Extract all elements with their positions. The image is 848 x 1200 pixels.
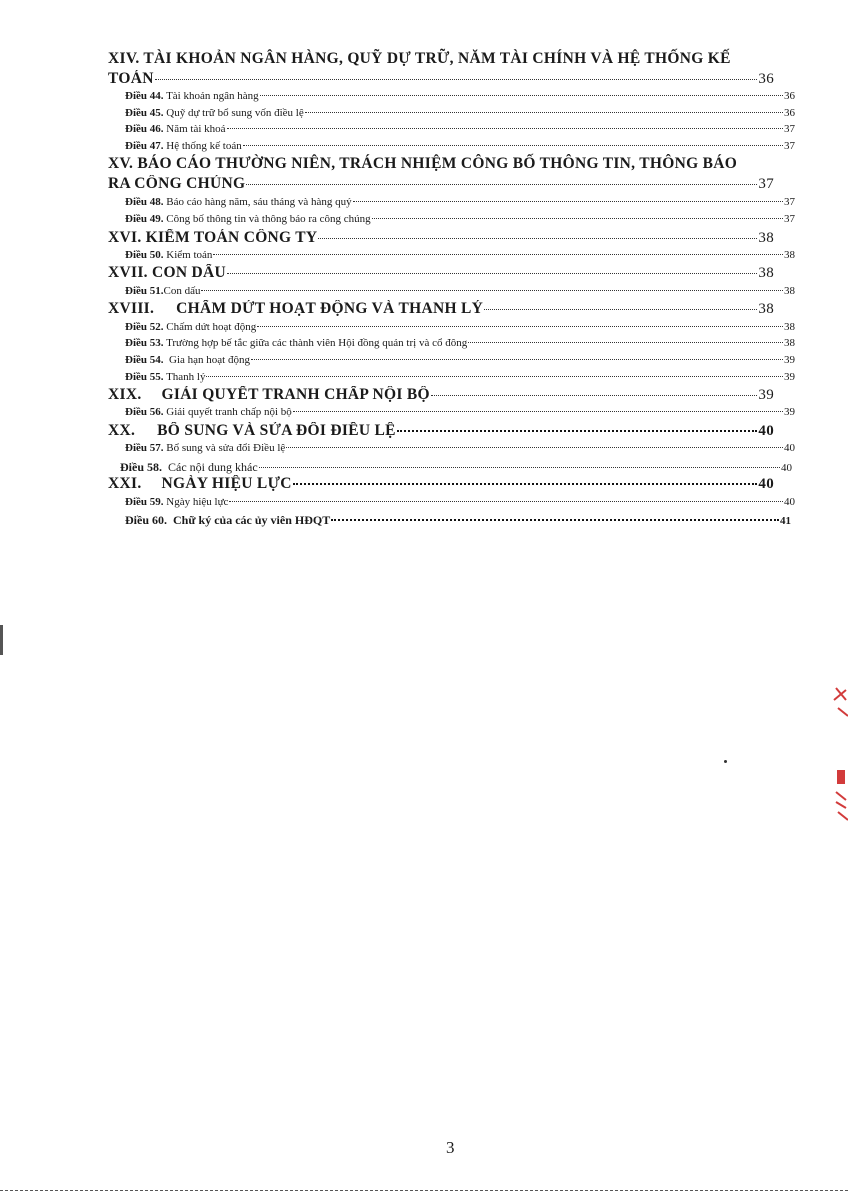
- leader-dots: [372, 218, 783, 219]
- scan-speck: [724, 760, 727, 763]
- section-number: XXI.: [108, 475, 142, 492]
- toc-entry-article-48[interactable]: [125, 196, 795, 208]
- leader-dots: [305, 112, 783, 113]
- leader-dots: [286, 447, 783, 448]
- leader-dots: [260, 95, 783, 96]
- article-title: Tài khoản ngân hàng: [166, 90, 259, 102]
- page-ref: 41: [780, 515, 791, 527]
- article-title: Ngày hiệu lực: [166, 496, 229, 508]
- article-number: Điều 60.: [125, 513, 167, 527]
- article-number: Điều 59.: [125, 496, 164, 508]
- stamp-marks: [834, 688, 848, 820]
- section-title: CHẤM DỨT HOẠT ĐỘNG VÀ THANH LÝ: [176, 300, 484, 317]
- toc-entry-article-52[interactable]: [125, 321, 795, 333]
- leader-dots: [251, 359, 783, 360]
- toc-entry-section-21[interactable]: [108, 475, 774, 493]
- section-14-heading-line2[interactable]: [108, 70, 774, 88]
- scan-bottom-edge: [0, 1190, 848, 1191]
- page-ref: 36: [758, 71, 774, 87]
- article-number: Điều 46.: [125, 123, 164, 135]
- leader-dots: [331, 519, 779, 521]
- section-title: GIẢI QUYẾT TRANH CHẤP NỘI BỘ: [161, 386, 430, 403]
- article-title: Quỹ dự trữ bổ sung vốn điều lệ: [166, 107, 304, 119]
- leader-dots: [229, 501, 783, 502]
- page-ref: 39: [784, 371, 795, 383]
- toc-entry-article-56[interactable]: [125, 406, 795, 418]
- leader-dots: [246, 184, 757, 185]
- page-ref: 40: [758, 476, 774, 492]
- page-ref: 39: [784, 354, 795, 366]
- page-ref: 37: [784, 123, 795, 135]
- toc-entry-article-57[interactable]: [125, 442, 795, 454]
- toc-entry-section-16[interactable]: [108, 229, 774, 247]
- article-number: Điều 44.: [125, 90, 164, 102]
- leader-dots: [227, 273, 757, 274]
- article-title: Năm tài khoá: [166, 123, 226, 135]
- section-number: XIX.: [108, 386, 142, 403]
- article-title: Giải quyết tranh chấp nội bộ: [166, 406, 292, 418]
- article-title: Công bố thông tin và thông báo ra công chúng: [166, 213, 371, 225]
- page-ref: 40: [781, 462, 792, 474]
- article-number: Điều 47.: [125, 140, 164, 152]
- toc-entry-article-59[interactable]: [125, 496, 795, 508]
- toc-entry-article-44[interactable]: [125, 90, 795, 102]
- leader-dots: [259, 467, 780, 468]
- article-title: Kiểm toán: [166, 249, 213, 261]
- leader-dots: [353, 201, 783, 202]
- section-15-heading-cont: RA CÔNG CHÚNG: [108, 175, 246, 192]
- article-number: Điều 54.: [125, 354, 164, 366]
- article-number: Điều 58.: [120, 460, 162, 474]
- toc-entry-section-18[interactable]: [108, 300, 774, 318]
- toc-entry-article-55[interactable]: [125, 371, 795, 383]
- section-number: XX.: [108, 422, 136, 439]
- page-ref: 40: [784, 496, 795, 508]
- page-ref: 38: [758, 265, 774, 281]
- toc-entry-article-45[interactable]: [125, 107, 795, 119]
- scan-margin-mark: [0, 625, 3, 655]
- leader-dots: [484, 309, 757, 310]
- page-ref: 40: [784, 442, 795, 454]
- page-ref: 36: [784, 107, 795, 119]
- section-14-heading-line1[interactable]: XIV. TÀI KHOẢN NGÂN HÀNG, QUỸ DỰ TRỮ, NĂM TÀI CHÍNH VÀ HỆ THỐNG KẾ: [108, 50, 731, 67]
- section-number: XVIII.: [108, 300, 155, 317]
- leader-dots: [213, 254, 783, 255]
- page-ref: 36: [784, 90, 795, 102]
- page-number: 3: [446, 1138, 455, 1157]
- toc-entry-article-53[interactable]: [125, 337, 795, 349]
- leader-dots: [257, 326, 783, 327]
- page-ref: 37: [784, 140, 795, 152]
- article-number: Điều 56.: [125, 406, 164, 418]
- section-title: BỔ SUNG VÀ SỬA ĐỔI ĐIỀU LỆ: [157, 422, 396, 439]
- article-title: Các nội dung khác: [168, 460, 258, 474]
- page-ref: 38: [784, 249, 795, 261]
- article-number: Điều 52.: [125, 321, 164, 333]
- article-title: Hệ thống kế toán: [166, 140, 242, 152]
- section-title: NGÀY HIỆU LỰC: [161, 475, 292, 492]
- article-number: Điều 48.: [125, 196, 164, 208]
- section-15-heading-line2[interactable]: [108, 175, 774, 193]
- page-ref: 38: [758, 230, 774, 246]
- section-15-heading-line1[interactable]: XV. BÁO CÁO THƯỜNG NIÊN, TRÁCH NHIỆM CÔNG BỐ THÔNG TIN, THÔNG BÁO: [108, 155, 738, 172]
- toc-entry-article-58[interactable]: [120, 460, 792, 475]
- article-number: Điều 45.: [125, 107, 164, 119]
- leader-dots: [431, 395, 758, 396]
- page-ref: 37: [784, 196, 795, 208]
- page-ref: 39: [784, 406, 795, 418]
- page-ref: 39: [758, 387, 774, 403]
- toc-entry-article-51[interactable]: [125, 285, 795, 297]
- article-number: Điều 55.: [125, 371, 164, 383]
- leader-dots: [397, 430, 758, 432]
- section-title: XVII. CON DẤU: [108, 264, 227, 281]
- article-title: Chấm dứt hoạt động: [166, 321, 257, 333]
- article-number: Điều 49.: [125, 213, 164, 225]
- article-title: Trường hợp bế tắc giữa các thành viên Hội đồng quản trị và cổ đông: [166, 337, 468, 349]
- article-title: Báo cáo hàng năm, sáu tháng và hàng quý: [166, 196, 352, 208]
- toc-entry-article-47[interactable]: [125, 140, 795, 152]
- leader-dots: [155, 79, 758, 80]
- leader-dots: [206, 376, 783, 377]
- section-14-heading-cont: TOÁN: [108, 70, 154, 87]
- section-title: XVI. KIỂM TOÁN CÔNG TY: [108, 229, 318, 246]
- leader-dots: [293, 483, 758, 485]
- article-number: Điều 57.: [125, 442, 164, 454]
- toc-entry-article-54[interactable]: [125, 354, 795, 366]
- leader-dots: [201, 290, 783, 291]
- page-ref: 37: [784, 213, 795, 225]
- leader-dots: [318, 238, 757, 239]
- page-ref: 38: [784, 337, 795, 349]
- toc-entry-section-17[interactable]: [108, 264, 774, 282]
- page-ref: 38: [758, 301, 774, 317]
- toc-entry-section-20[interactable]: [108, 422, 774, 440]
- toc-entry-section-19[interactable]: [108, 386, 774, 404]
- page-ref: 38: [784, 285, 795, 297]
- toc-entry-article-49[interactable]: [125, 213, 795, 225]
- toc-entry-article-50[interactable]: [125, 249, 795, 261]
- article-title: Gia hạn hoạt động: [169, 354, 250, 366]
- toc-entry-article-46[interactable]: [125, 123, 795, 135]
- page-ref: 38: [784, 321, 795, 333]
- article-title: Con dấu: [163, 285, 201, 297]
- article-number: Điều 50.: [125, 249, 164, 261]
- page-ref: 37: [758, 176, 774, 192]
- leader-dots: [243, 145, 783, 146]
- leader-dots: [227, 128, 783, 129]
- leader-dots: [468, 342, 783, 343]
- article-title: Chữ ký của các ủy viên HĐQT: [173, 513, 331, 527]
- article-number: Điều 51.: [125, 285, 164, 297]
- article-number: Điều 53.: [125, 337, 164, 349]
- leader-dots: [293, 411, 783, 412]
- red-stamp-fragment: [828, 680, 848, 830]
- toc-entry-article-60[interactable]: [125, 513, 791, 528]
- article-title: Bổ sung và sửa đổi Điều lệ: [166, 442, 286, 454]
- page-ref: 40: [758, 423, 774, 439]
- article-title: Thanh lý: [166, 371, 206, 383]
